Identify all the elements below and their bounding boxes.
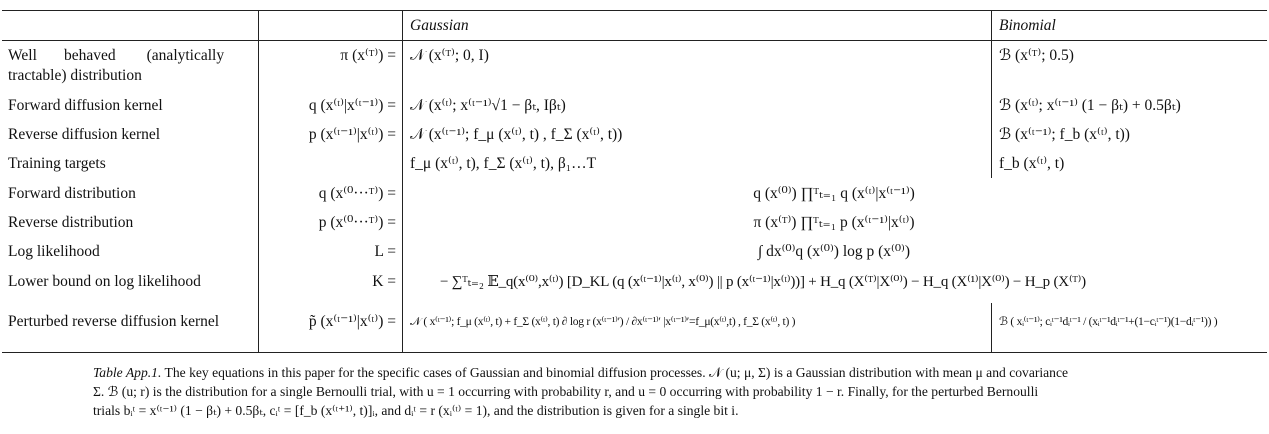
equation-column-divider [402,10,403,352]
row-lhs-reverse-kernel: p (x⁽ᵗ⁻¹⁾|x⁽ᵗ⁾) = [308,126,396,143]
table-top-rule [2,10,1267,11]
gaussian-reverse-kernel: 𝒩 (x⁽ᵗ⁻¹⁾; f_μ (x⁽ᵗ⁾, t) , f_Σ (x⁽ᵗ⁾, t)) [410,126,623,143]
row-label-reverse-distribution: Reverse distribution [8,214,134,231]
binomial-reverse-kernel: ℬ (x⁽ᵗ⁻¹⁾; f_b (x⁽ᵗ⁾, t)) [999,126,1130,143]
gaussian-forward-kernel: 𝒩 (x⁽ᵗ⁾; x⁽ᵗ⁻¹⁾√1 − βₜ, Iβₜ) [410,97,566,114]
binomial-column-divider-bottom [991,303,992,352]
table-bottom-rule [2,352,1267,353]
binomial-training-targets: f_b (x⁽ᵗ⁾, t) [999,155,1065,172]
row-label-lower-bound: Lower bound on log likelihood [8,273,201,290]
gaussian-prior-equation: 𝒩 (x⁽ᵀ⁾; 0, I) [410,47,489,64]
gaussian-column-header: Gaussian [410,17,469,34]
binomial-perturbed-reverse-kernel: ℬ ( xᵢ⁽ᵗ⁻¹⁾; cᵢᵗ⁻¹dᵢᵗ⁻¹ / (xᵢᵗ⁻¹dᵢᵗ⁻¹+(1−cᵢᵗ⁻¹)(1−dᵢᵗ⁻¹)) ) [999,315,1218,328]
row-lhs-log-likelihood: L = [374,243,396,260]
row-label-reverse-kernel: Reverse diffusion kernel [8,126,161,143]
table-caption [93,363,1193,420]
row-lhs-forward-kernel: q (x⁽ᵗ⁾|x⁽ᵗ⁻¹⁾) = [308,97,396,114]
row-lhs-reverse-distribution: p (x⁽⁰···ᵀ⁾) = [318,214,396,231]
row-label-log-likelihood: Log likelihood [8,243,100,260]
row-label-training-targets: Training targets [8,155,106,172]
row-lhs-lower-bound: K = [372,273,396,290]
caption-line-3: trials bᵢᵗ = x⁽ᵗ⁻¹⁾ (1 − βₜ) + 0.5βₜ, cᵢᵗ = [f_b (x⁽ᵗ⁺¹⁾, t)]ᵢ, and dᵢᵗ = r (xᵢ⁽ᵗ⁾ = 1), and the distribution is given for a single bit i. [93,403,739,418]
binomial-forward-kernel: ℬ (x⁽ᵗ⁾; x⁽ᵗ⁻¹⁾ (1 − βₜ) + 0.5βₜ) [999,97,1181,114]
row-lhs-prior: π (x⁽ᵀ⁾) = [340,47,396,64]
row-lhs-forward-distribution: q (x⁽⁰···ᵀ⁾) = [318,185,396,202]
gaussian-perturbed-reverse-kernel: 𝒩 ( x⁽ᵗ⁻¹⁾; f_μ (x⁽ᵗ⁾, t) + f_Σ (x⁽ᵗ⁾, t) ∂ log r (x⁽ᵗ⁻¹⁾′) / ∂x⁽ᵗ⁻¹⁾′ |x⁽ᵗ⁻¹⁾′=f_μ(x⁽ᵗ⁾,t) , f_Σ (x⁽ᵗ⁾, t) ) [410,315,796,328]
caption-text-1: The key equations in this paper for the specific cases of Gaussian and binomial diffusion processes. 𝒩 (u; μ, Σ) is a Gaussian distribution with mean μ and covariance [164,365,1069,380]
caption-line-1 [93,363,1193,382]
row-label-perturbed-reverse-kernel: Perturbed reverse diffusion kernel [8,313,220,330]
binomial-prior-equation: ℬ (x⁽ᵀ⁾; 0.5) [999,47,1074,64]
row-label-forward-distribution: Forward distribution [8,185,136,202]
row-label-forward-kernel: Forward diffusion kernel [8,97,163,114]
caption-line-2: Σ. ℬ (u; r) is the distribution for a single Bernoulli trial, with u = 1 occurring with probability r, and u = 0 occurring with probability 1 − r. Finally, for the perturbed Bernoulli [93,384,1039,399]
binomial-column-header: Binomial [999,17,1056,34]
row-label-well-behaved-line2: tractable) distribution [8,67,142,84]
header-bottom-rule [2,40,1267,41]
row-lhs-perturbed-reverse-kernel: p̃ (x⁽ᵗ⁻¹⁾|x⁽ᵗ⁾) = [308,313,396,330]
label-column-divider [258,10,259,352]
row-label-well-behaved: Well behaved (analytically [8,47,225,64]
shared-lower-bound: − ∑ᵀₜ₌₂ 𝔼_q(x⁽⁰⁾,x⁽ᵗ⁾) [D_KL (q (x⁽ᵗ⁻¹⁾|x⁽ᵗ⁾, x⁽⁰⁾) || p (x⁽ᵗ⁻¹⁾|x⁽ᵗ⁾))] + H_q (X⁽ᵀ⁾|X⁽⁰⁾) − H_q (X⁽¹⁾|X⁽⁰⁾) − H_p (X⁽ᵀ⁾) [440,274,1086,290]
shared-reverse-distribution: π (x⁽ᵀ⁾) ∏ᵀₜ₌₁ p (x⁽ᵗ⁻¹⁾|x⁽ᵗ⁾) [753,214,915,231]
shared-log-likelihood: ∫ dx⁽⁰⁾q (x⁽⁰⁾) log p (x⁽⁰⁾) [757,243,911,260]
caption-tag: Table App.1. [93,365,162,380]
gaussian-training-targets: f_μ (x⁽ᵗ⁾, t), f_Σ (x⁽ᵗ⁾, t), β₁…T [410,155,597,172]
shared-forward-distribution: q (x⁽⁰⁾) ∏ᵀₜ₌₁ q (x⁽ᵗ⁾|x⁽ᵗ⁻¹⁾) [753,185,915,202]
binomial-column-divider-top [991,10,992,178]
